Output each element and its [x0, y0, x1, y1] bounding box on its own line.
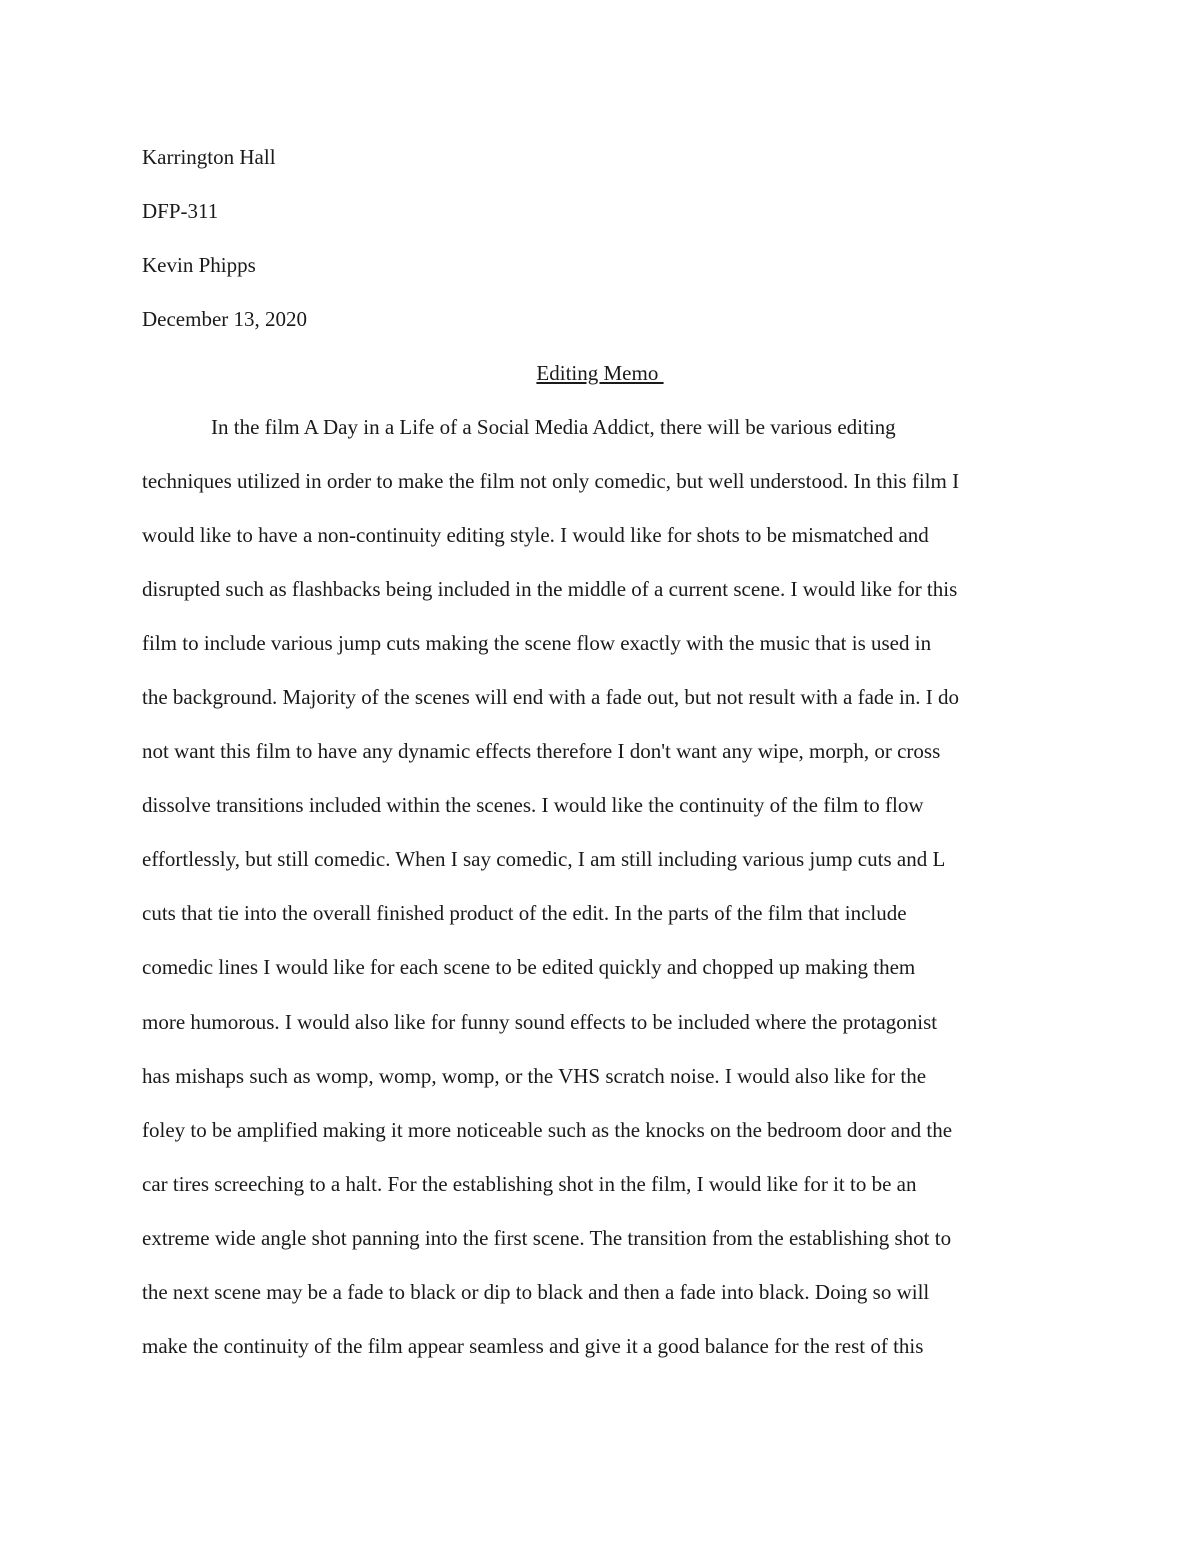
- body-line: foley to be amplified making it more noticeable such as the knocks on the bedroom door and the: [142, 1118, 953, 1142]
- document-date: December 13, 2020: [142, 307, 308, 331]
- body-line: would like to have a non-continuity editing style. I would like for shots to be mismatched and: [142, 523, 929, 547]
- instructor-name: Kevin Phipps: [142, 253, 256, 277]
- body-line: In the film A Day in a Life of a Social Media Addict, there will be various editing: [211, 415, 896, 439]
- body-line: car tires screeching to a halt. For the establishing shot in the film, I would like for it to be an: [142, 1172, 917, 1196]
- document-title: Editing Memo: [536, 361, 664, 385]
- body-line: comedic lines I would like for each scene to be edited quickly and chopped up making them: [142, 955, 916, 979]
- body-line: more humorous. I would also like for funny sound effects to be included where the protagonist: [142, 1010, 938, 1034]
- body-line: cuts that tie into the overall finished product of the edit. In the parts of the film that include: [142, 901, 907, 925]
- body-line: the next scene may be a fade to black or dip to black and then a fade into black. Doing so will: [142, 1280, 930, 1304]
- body-line: the background. Majority of the scenes will end with a fade out, but not result with a fade in. I do: [142, 685, 960, 709]
- body-line: film to include various jump cuts making the scene flow exactly with the music that is used in: [142, 631, 932, 655]
- body-line: not want this film to have any dynamic effects therefore I don't want any wipe, morph, or cross: [142, 739, 941, 763]
- course-code: DFP-311: [142, 199, 219, 223]
- body-line: techniques utilized in order to make the film not only comedic, but well understood. In this film I: [142, 469, 960, 493]
- body-line: make the continuity of the film appear seamless and give it a good balance for the rest of this: [142, 1334, 924, 1358]
- body-line: extreme wide angle shot panning into the first scene. The transition from the establishing shot to: [142, 1226, 952, 1250]
- body-line: disrupted such as flashbacks being included in the middle of a current scene. I would like for this: [142, 577, 958, 601]
- author-name: Karrington Hall: [142, 145, 276, 169]
- body-line: dissolve transitions included within the scenes. I would like the continuity of the film to flow: [142, 793, 924, 817]
- body-line: effortlessly, but still comedic. When I say comedic, I am still including various jump cuts and L: [142, 847, 946, 871]
- body-line: has mishaps such as womp, womp, womp, or the VHS scratch noise. I would also like for the: [142, 1064, 927, 1088]
